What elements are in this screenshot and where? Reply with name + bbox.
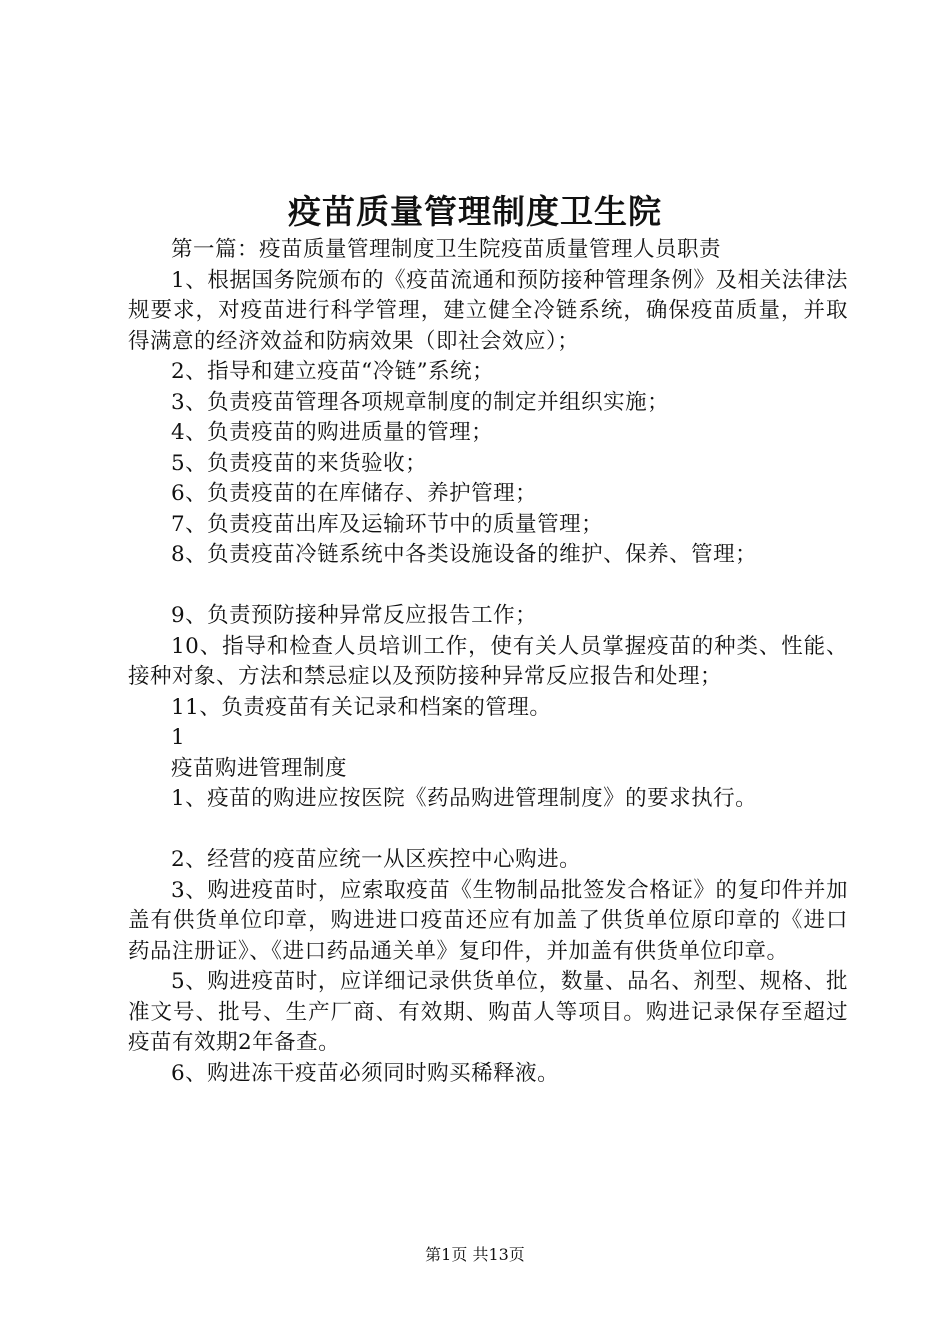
paragraph: 4、负责疫苗的购进质量的管理； (171, 420, 494, 445)
paragraph: 10、指导和检查人员培训工作，使有关人员掌握疫苗的种类、性能、接种对象、方法和禁忌症以及预防接种异常反应报告和处理； (128, 633, 848, 689)
paragraph: 11、负责疫苗有关记录和档案的管理。 (171, 694, 552, 720)
paragraph-number: 1 (171, 725, 186, 750)
page-footer: 第1页 共13页 (425, 1245, 525, 1264)
paragraph: 2、指导和建立疫苗“冷链”系统； (171, 359, 495, 384)
document-body (128, 235, 848, 1089)
paragraph: 6、购进冻干疫苗必须同时购买稀释液。 (171, 1060, 560, 1086)
paragraph: 9、负责预防接种异常反应报告工作； (171, 603, 538, 628)
paragraph: 3、购进疫苗时，应索取疫苗《生物制品批签发合格证》的复印件并加盖有供货单位印章，购进进口疫苗还应有加盖了供货单位原印章的《进口药品注册证》、《进口药品通关单》复印件，并加盖有供货单位印章。 (128, 877, 848, 964)
section-heading: 疫苗购进管理制度 (171, 755, 348, 781)
document-title: 疫苗质量管理制度卫生院 (288, 192, 662, 231)
paragraph: 8、负责疫苗冷链系统中各类设施设备的维护、保养、管理； (171, 542, 758, 567)
paragraph: 3、负责疫苗管理各项规章制度的制定并组织实施； (171, 389, 670, 415)
paragraph: 2、经营的疫苗应统一从区疾控中心购进。 (171, 847, 582, 872)
paragraph: 5、负责疫苗的来货验收； (171, 450, 428, 476)
paragraph: 1、疫苗的购进应按医院《药品购进管理制度》的要求执行。 (171, 786, 758, 811)
paragraph: 1、根据国务院颁布的《疫苗流通和预防接种管理条例》及相关法律法规要求，对疫苗进行科学管理，建立健全冷链系统，确保疫苗质量，并取得满意的经济效益和防病效果（即社会效应）； (128, 267, 848, 354)
paragraph: 6、负责疫苗的在库储存、养护管理； (171, 481, 538, 506)
section-heading: 第一篇：疫苗质量管理制度卫生院疫苗质量管理人员职责 (171, 237, 722, 262)
paragraph: 5、购进疫苗时，应详细记录供货单位，数量、品名、剂型、规格、批准文号、批号、生产厂商、有效期、购苗人等项目。购进记录保存至超过疫苗有效期2年备查。 (128, 969, 848, 1055)
paragraph: 7、负责疫苗出库及运输环节中的质量管理； (171, 511, 604, 537)
